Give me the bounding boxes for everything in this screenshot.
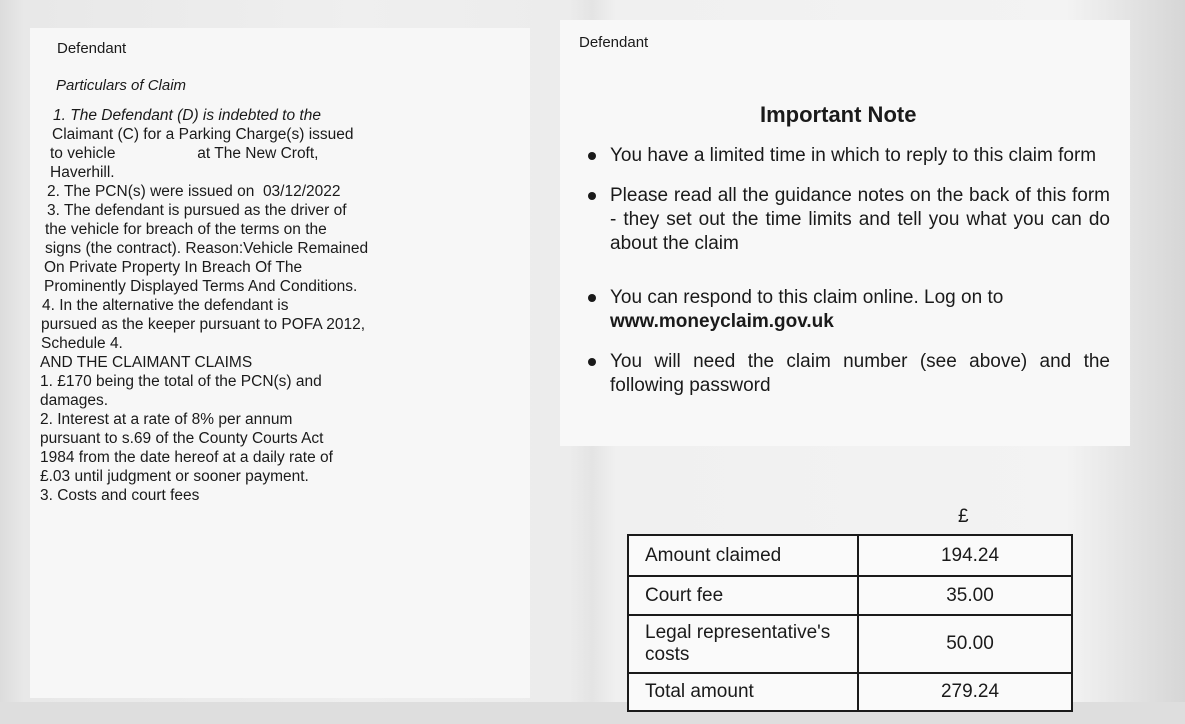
court-fee-label: Court fee [628,576,858,615]
particulars-body [40,106,440,505]
important-note-list [585,144,1110,398]
claim-line: 2. Interest at a rate of 8% per annum [40,411,293,428]
claim-line: Schedule 4. [41,335,123,352]
bullet-icon [588,192,596,200]
list-item [585,350,1110,398]
table-row [628,615,1072,673]
important-note-title: Important Note [760,102,917,127]
claim-line: AND THE CLAIMANT CLAIMS [40,354,253,371]
claim-line: Haverhill. [50,164,115,181]
amount-claimed-value: 194.24 [858,535,1072,576]
claim-line: 3. The defendant is pursued as the driver of [47,202,347,219]
claim-line: pursued as the keeper pursuant to POFA 2012, [41,316,365,333]
bullet-icon [588,152,596,160]
claim-line: 2. The PCN(s) were issued on 03/12/2022 [47,183,341,200]
claim-line: Prominently Displayed Terms And Conditions. [44,278,358,295]
note-text-password: You will need the claim number (see above) and the following password [610,351,1110,396]
claim-line: to vehicle at The New Croft, [50,145,319,162]
court-fee-value: 35.00 [858,576,1072,615]
note-text-guidance: Please read all the guidance notes on the back of this form - they set out the time limits and tell you what you can do about the claim [610,185,1110,254]
table-row [628,535,1072,576]
table-row [628,673,1072,711]
total-amount-label: Total amount [628,673,858,711]
claim-line: pursuant to s.69 of the County Courts Act [40,430,324,447]
claim-line: damages. [40,392,109,409]
amount-claimed-label: Amount claimed [628,535,858,576]
table-row [628,576,1072,615]
list-item [585,286,1110,334]
claim-line: 1. £170 being the total of the PCN(s) and [40,373,322,390]
total-amount-value: 279.24 [858,673,1072,711]
particulars-title: Particulars of Claim [56,77,187,94]
claim-line: 1984 from the date hereof at a daily rate of [40,449,333,466]
claim-line: 1. The Defendant (D) is indebted to the [53,107,321,124]
list-item [585,184,1110,256]
claim-line: the vehicle for breach of the terms on the [45,221,327,238]
claim-line: £.03 until judgment or sooner payment. [40,468,309,485]
legal-costs-value: 50.00 [858,615,1072,673]
claim-line: signs (the contract). Reason:Vehicle Remained [45,240,369,257]
claim-line: 4. In the alternative the defendant is [42,297,289,314]
legal-costs-label: Legal representative's costs [628,615,858,673]
currency-symbol: £ [958,506,969,527]
amounts-table [627,534,1073,712]
bullet-icon [588,294,596,302]
defendant-label-right: Defendant [579,34,649,51]
claim-line: On Private Property In Breach Of The [44,259,303,276]
bullet-icon [588,358,596,366]
claim-line: 3. Costs and court fees [40,487,200,504]
moneyclaim-link[interactable]: www.moneyclaim.gov.uk [610,311,834,332]
list-item [585,144,1110,168]
defendant-label-left: Defendant [57,40,127,57]
note-text-online: You can respond to this claim online. Log on to [610,287,1004,308]
note-text-time-limit: You have a limited time in which to reply to this claim form [610,145,1097,166]
claim-line: Claimant (C) for a Parking Charge(s) issued [52,126,354,143]
